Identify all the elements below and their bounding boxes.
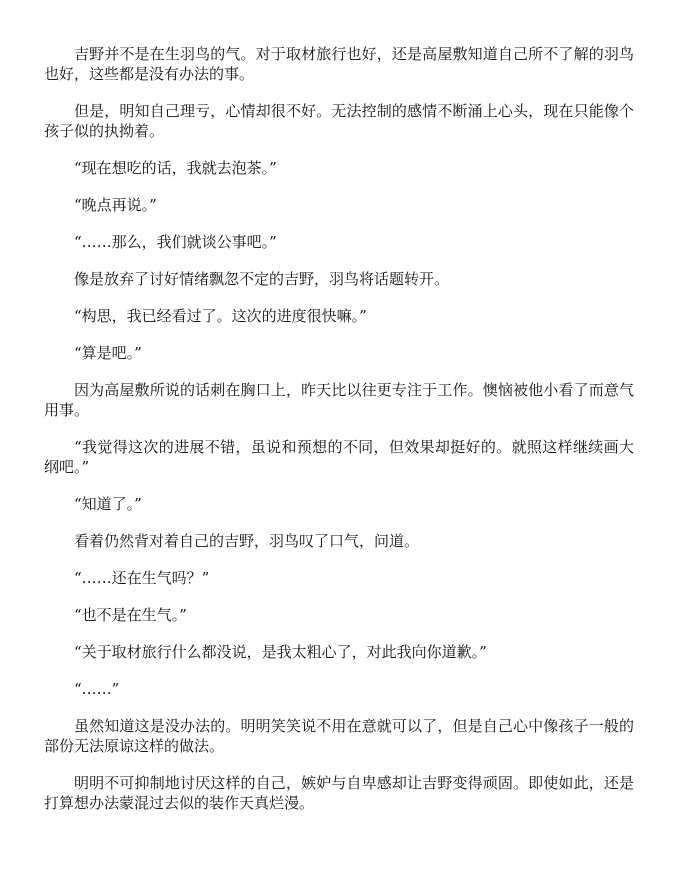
paragraph: “……” xyxy=(74,680,120,698)
paragraph: 因为高屋敷所说的话刺在胸口上，昨天比以往更专注于工作。懊恼被他小看了而意气用事。 xyxy=(44,381,634,419)
paragraph: “……那么，我们就谈公事吧。” xyxy=(74,233,277,251)
paragraph: “也不是在生气。” xyxy=(74,606,187,624)
paragraph: 像是放弃了讨好情绪飘忽不定的吉野，羽鸟将话题转开。 xyxy=(74,270,450,288)
paragraph: 虽然知道这是没办法的。明明笑笑说不用在意就可以了，但是自己心中像孩子一般的部份无法原谅这样的做法。 xyxy=(44,717,634,755)
paragraph: “现在想吃的话，我就去泡茶。” xyxy=(74,159,277,177)
paragraph: “……还在生气吗？” xyxy=(74,569,210,587)
paragraph: 看着仍然背对着自己的吉野，羽鸟叹了口气，问道。 xyxy=(74,532,420,550)
paragraph: 但是，明知自己理亏，心情却很不好。无法控制的感情不断涌上心头，现在只能像个孩子似的执拗着。 xyxy=(44,102,634,140)
paragraph: “构思，我已经看过了。这次的进度很快嘛。” xyxy=(74,307,367,325)
paragraph: “关于取材旅行什么都没说，是我太粗心了，对此我向你道歉。” xyxy=(74,643,487,661)
paragraph: 明明不可抑制地讨厌这样的自己，嫉妒与自卑感却让吉野变得顽固。即使如此，还是打算想办法蒙混过去似的装作天真烂漫。 xyxy=(44,774,634,812)
paragraph: “知道了。” xyxy=(74,495,142,513)
paragraph: 吉野并不是在生羽鸟的气。对于取材旅行也好，还是高屋敷知道自己所不了解的羽鸟也好，这些都是没有办法的事。 xyxy=(44,45,634,83)
paragraph: “我觉得这次的进展不错，虽说和预想的不同，但效果却挺好的。就照这样继续画大纲吧。” xyxy=(44,438,634,476)
paragraph: “晚点再说。” xyxy=(74,196,157,214)
document-page xyxy=(44,44,634,813)
paragraph: “算是吧。” xyxy=(74,344,142,362)
